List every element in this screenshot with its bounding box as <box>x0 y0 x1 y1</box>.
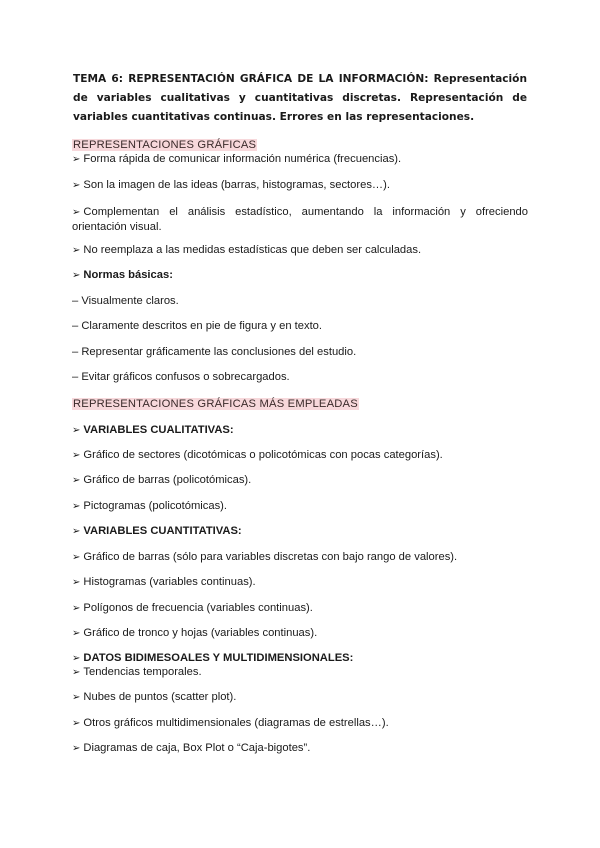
label-text: VARIABLES CUANTITATIVAS: <box>83 525 242 537</box>
arrow-bullet-icon: ➢ <box>72 718 81 729</box>
qualitative-label <box>72 423 528 438</box>
arrow-bullet-icon: ➢ <box>72 245 81 256</box>
heading-text: REPRESENTACIONES GRÁFICAS <box>73 139 257 151</box>
list-item <box>72 205 528 234</box>
arrow-bullet-icon: ➢ <box>72 270 81 281</box>
arrow-bullet-icon: ➢ <box>72 526 81 537</box>
arrow-bullet-icon: ➢ <box>72 628 81 639</box>
arrow-bullet-icon: ➢ <box>72 475 81 486</box>
item-text: Histogramas (variables continuas). <box>83 576 256 588</box>
list-item <box>72 550 528 565</box>
norm-item <box>72 370 528 384</box>
arrow-bullet-icon: ➢ <box>72 603 81 614</box>
list-item <box>72 473 528 488</box>
arrow-bullet-icon: ➢ <box>72 577 81 588</box>
dash-bullet: – <box>72 346 79 358</box>
item-text: Nubes de puntos (scatter plot). <box>83 691 237 703</box>
item-text: Polígonos de frecuencia (variables continuas). <box>83 602 313 614</box>
arrow-bullet-icon: ➢ <box>72 692 81 703</box>
item-text: Otros gráficos multidimensionales (diagramas de estrellas…). <box>83 717 389 729</box>
arrow-bullet-icon: ➢ <box>72 180 81 191</box>
item-text: Claramente descritos en pie de figura y en texto. <box>81 320 323 332</box>
item-text: Representar gráficamente las conclusiones del estudio. <box>81 346 357 358</box>
heading-text: REPRESENTACIONES GRÁFICAS MÁS EMPLEADAS <box>73 398 358 410</box>
item-text: Pictogramas (policotómicas). <box>83 500 228 512</box>
arrow-bullet-icon: ➢ <box>72 501 81 512</box>
label-text: VARIABLES CUALITATIVAS: <box>83 424 234 436</box>
arrow-bullet-icon: ➢ <box>72 667 81 678</box>
norm-item <box>72 345 528 359</box>
multidimensional-label <box>72 651 528 666</box>
dash-bullet: – <box>72 320 79 332</box>
arrow-bullet-icon: ➢ <box>72 154 81 165</box>
item-text: Complementan el análisis estadístico, aumentando la información y ofreciendo orientación visual. <box>72 206 528 233</box>
list-item <box>72 690 528 705</box>
arrow-bullet-icon: ➢ <box>72 653 81 664</box>
item-text: Son la imagen de las ideas (barras, histogramas, sectores…). <box>83 179 390 191</box>
list-item <box>72 448 528 463</box>
list-item <box>72 575 528 590</box>
quantitative-label <box>72 524 528 539</box>
item-text: Gráfico de barras (sólo para variables discretas con bajo rango de valores). <box>83 551 458 563</box>
list-item <box>72 741 528 756</box>
label-text: Normas básicas: <box>83 269 173 281</box>
list-item <box>72 716 528 731</box>
arrow-bullet-icon: ➢ <box>72 450 81 461</box>
norm-item <box>72 294 528 308</box>
arrow-bullet-icon: ➢ <box>72 207 81 218</box>
list-item <box>72 665 528 680</box>
document-title: TEMA 6: REPRESENTACIÓN GRÁFICA DE LA INFORMACIÓN: Representación de variables cualitativas y cuantitativas discretas. Representación de variables cuantitativas continuas. Errores en las representaciones. <box>73 73 527 123</box>
arrow-bullet-icon: ➢ <box>72 743 81 754</box>
item-text: Gráfico de sectores (dicotómicas o policotómicas con pocas categorías). <box>83 449 443 461</box>
item-text: Gráfico de tronco y hojas (variables continuas). <box>83 627 318 639</box>
list-item <box>72 152 528 167</box>
label-text: DATOS BIDIMESOALES Y MULTIDIMENSIONALES: <box>83 652 354 664</box>
arrow-bullet-icon: ➢ <box>72 552 81 563</box>
norms-label <box>72 268 528 283</box>
norm-item <box>72 319 528 333</box>
list-item <box>72 178 528 193</box>
item-text: Tendencias temporales. <box>83 666 202 678</box>
item-text: Forma rápida de comunicar información numérica (frecuencias). <box>83 153 402 165</box>
list-item <box>72 626 528 641</box>
item-text: No reemplaza a las medidas estadísticas que deben ser calculadas. <box>83 244 422 256</box>
item-text: Gráfico de barras (policotómicas). <box>83 474 252 486</box>
item-text: Visualmente claros. <box>81 295 179 307</box>
section-heading-representaciones <box>72 138 528 152</box>
list-item <box>72 243 528 258</box>
item-text: Evitar gráficos confusos o sobrecargados. <box>81 371 290 383</box>
item-text: Diagramas de caja, Box Plot o “Caja-bigotes”. <box>83 742 311 754</box>
dash-bullet: – <box>72 371 79 383</box>
list-item <box>72 601 528 616</box>
arrow-bullet-icon: ➢ <box>72 425 81 436</box>
section-heading-mas-empleadas <box>72 397 528 411</box>
list-item <box>72 499 528 514</box>
dash-bullet: – <box>72 295 79 307</box>
